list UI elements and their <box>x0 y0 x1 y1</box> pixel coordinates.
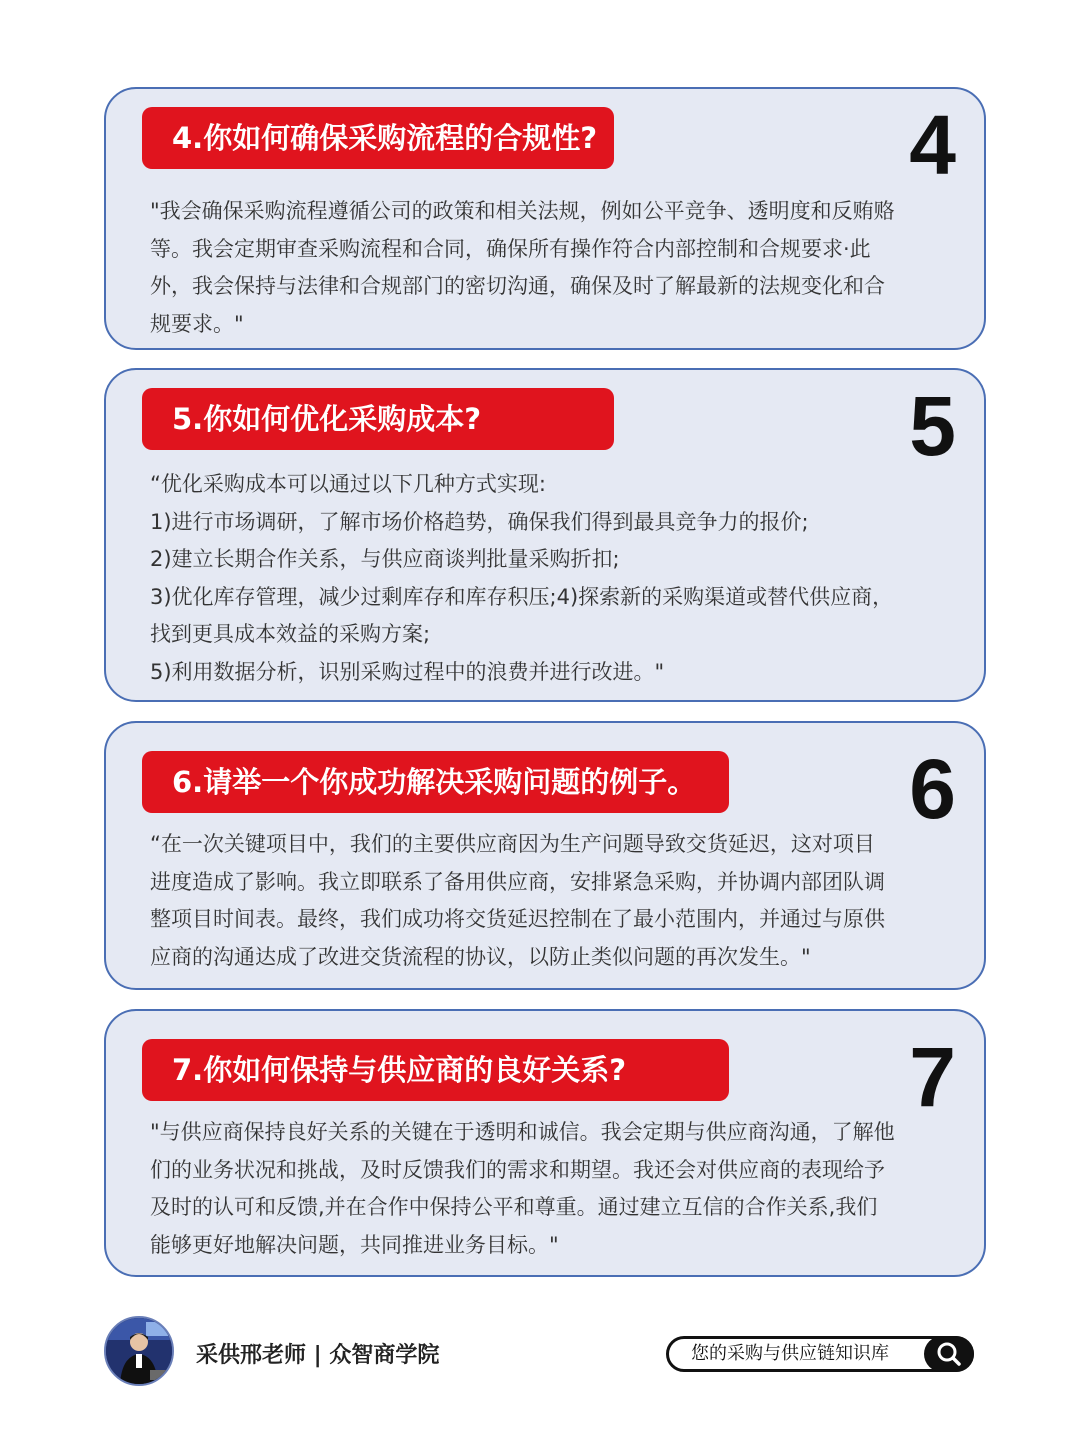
answer-line: "我会确保采购流程遵循公司的政策和相关法规，例如公平竞争、透明度和反贿赂 <box>150 199 895 223</box>
search-icon <box>924 1336 974 1372</box>
answer-text <box>150 1114 950 1264</box>
qa-card-6 <box>104 721 986 990</box>
answer-line: 找到更具成本效益的采购方案; <box>150 622 431 646</box>
question-number: 7 <box>909 1030 956 1124</box>
question-number: 6 <box>909 742 956 836</box>
answer-line: "与供应商保持良好关系的关键在于透明和诚信。我会定期与供应商沟通，了解他 <box>150 1120 895 1144</box>
answer-line: 们的业务状况和挑战，及时反馈我们的需求和期望。我还会对供应商的表现给予 <box>150 1157 885 1182</box>
question-title: 7.你如何保持与供应商的良好关系? <box>142 1039 729 1101</box>
search-text: 您的采购与供应链知识库 <box>691 1343 889 1364</box>
answer-text <box>150 193 950 343</box>
answer-line: 等。我会定期审查采购流程和合同，确保所有操作符合内部控制和合规要求·此 <box>150 236 871 261</box>
question-title: 5.你如何优化采购成本? <box>142 388 614 450</box>
presenter-photo-icon <box>106 1318 172 1384</box>
question-number: 5 <box>909 379 956 473</box>
answer-line: 进度造成了影响。我立即联系了备用供应商，安排紧急采购，并协调内部团队调 <box>150 869 885 894</box>
answer-line: “在一次关键项目中，我们的主要供应商因为生产问题导致交货延迟，这对项目 <box>150 832 875 856</box>
answer-text <box>150 466 950 691</box>
question-title: 6.请举一个你成功解决采购问题的例子。 <box>142 751 729 813</box>
avatar <box>104 1316 174 1386</box>
knowledge-search-box[interactable] <box>666 1336 974 1372</box>
answer-line: 5)利用数据分析，识别采购过程中的浪费并进行改进。" <box>150 659 665 684</box>
answer-line: 3)优化库存管理，减少过剩库存和库存积压;4)探索新的采购渠道或替代供应商， <box>150 584 894 609</box>
answer-line: 1)进行市场调研，了解市场价格趋势，确保我们得到最具竞争力的报价; <box>150 509 809 534</box>
answer-line: 及时的认可和反馈,并在合作中保持公平和尊重。通过建立互信的合作关系,我们 <box>150 1195 878 1219</box>
question-title: 4.你如何确保采购流程的合规性? <box>142 107 614 169</box>
question-number: 4 <box>909 98 956 192</box>
answer-text <box>150 826 950 976</box>
qa-card-5 <box>104 368 986 702</box>
qa-card-4 <box>104 87 986 350</box>
qa-card-7 <box>104 1009 986 1277</box>
answer-line: “优化采购成本可以通过以下几种方式实现: <box>150 472 546 496</box>
search-button[interactable] <box>924 1336 974 1372</box>
author-name: 采供邢老师 | 众智商学院 <box>196 1343 440 1368</box>
answer-line: 规要求。" <box>150 311 244 336</box>
footer <box>0 1310 1080 1400</box>
answer-line: 应商的沟通达成了改进交货流程的协议，以防止类似问题的再次发生。" <box>150 944 811 969</box>
answer-line: 2)建立长期合作关系，与供应商谈判批量采购折扣; <box>150 547 620 571</box>
answer-line: 能够更好地解决问题，共同推进业务目标。" <box>150 1232 559 1257</box>
answer-line: 整项目时间表。最终，我们成功将交货延迟控制在了最小范围内，并通过与原供 <box>150 907 885 931</box>
answer-line: 外，我会保持与法律和合规部门的密切沟通，确保及时了解最新的法规变化和合 <box>150 274 885 298</box>
